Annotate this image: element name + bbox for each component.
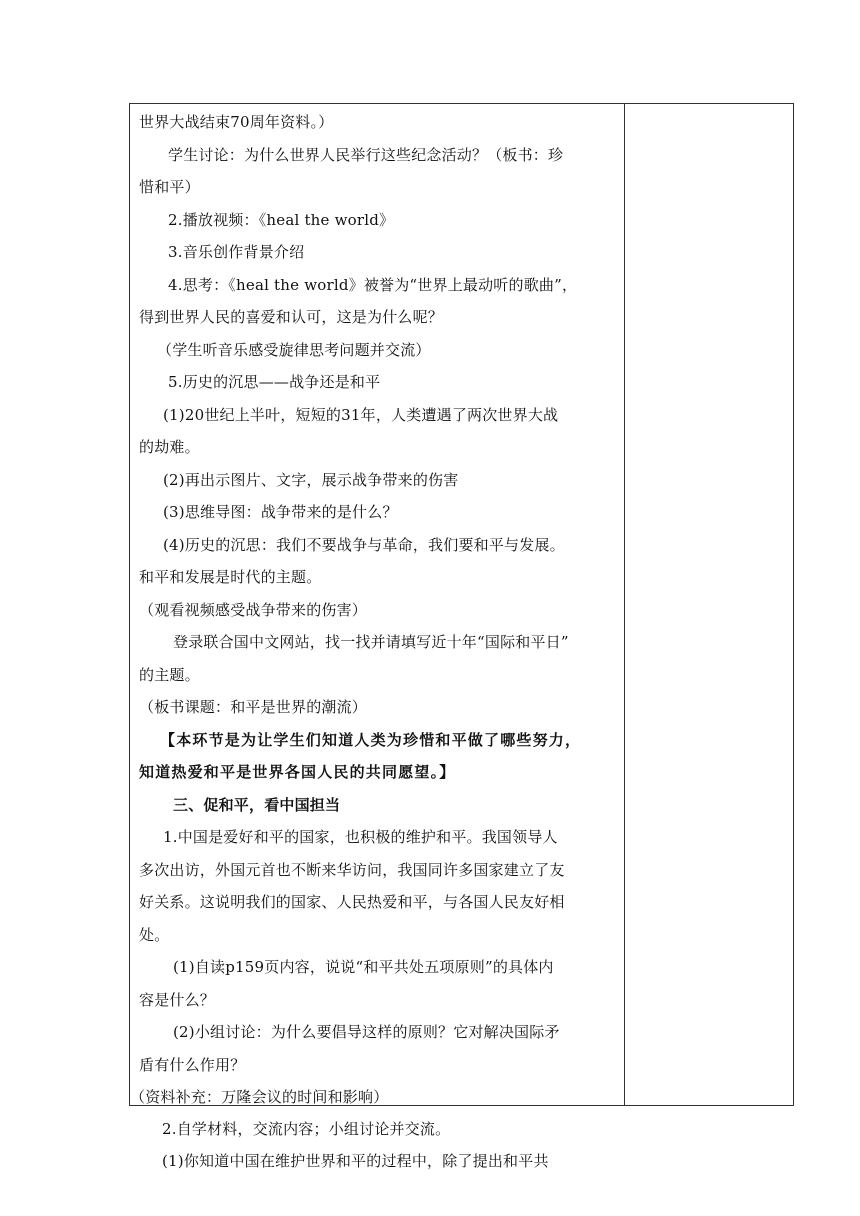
text-line: 容是什么？ xyxy=(139,991,216,1009)
text-line: 3.音乐创作背景介绍 xyxy=(168,243,305,261)
text-line: (1)你知道中国在维护世界和平的过程中，除了提出和平共 xyxy=(162,1152,549,1170)
text-line: 和平和发展是时代的主题。 xyxy=(139,568,322,586)
text-line: 的主题。 xyxy=(139,666,200,684)
lesson-plan-table xyxy=(129,103,794,1106)
text-line: (2)小组讨论：为什么要倡导这样的原则？它对解决国际矛 xyxy=(173,1023,560,1041)
notes-column xyxy=(625,104,793,1105)
text-line: 世界大战结束70周年资料。） xyxy=(139,113,334,131)
text-line: 4.思考：《heal the world》被誉为“世界上最动听的歌曲”， xyxy=(168,276,578,294)
text-line: 2.自学材料，交流内容；小组讨论并交流。 xyxy=(162,1120,451,1138)
text-line: 的劫难。 xyxy=(139,438,200,456)
text-line: 2.播放视频：《heal the world》 xyxy=(168,211,395,229)
text-line: (2)再出示图片、文字，展示战争带来的伤害 xyxy=(163,471,459,489)
text-line: 登录联合国中文网站，找一找并请填写近十年“国际和平日” xyxy=(173,633,569,651)
text-line: (1)20世纪上半叶，短短的31年，人类遭遇了两次世界大战 xyxy=(163,406,559,424)
text-line: 处。 xyxy=(139,926,170,944)
text-line: （观看视频感受战争带来的伤害） xyxy=(139,601,368,619)
text-line: (4)历史的沉思：我们不要战争与革命，我们要和平与发展。 xyxy=(163,536,565,554)
lesson-content-column xyxy=(130,104,624,1105)
section-heading: 三、促和平，看中国担当 xyxy=(173,796,341,814)
text-line: （学生听音乐感受旋律思考问题并交流） xyxy=(157,341,431,359)
section-note: 知道热爱和平是世界各国人民的共同愿望。】 xyxy=(139,763,456,781)
text-line: 5.历史的沉思——战争还是和平 xyxy=(168,373,381,391)
text-line: 盾有什么作用？ xyxy=(139,1056,246,1074)
text-line: 1.中国是爱好和平的国家，也积极的维护和平。我国领导人 xyxy=(163,828,558,846)
text-line: 学生讨论：为什么世界人民举行这些纪念活动？（板书：珍 xyxy=(168,146,564,164)
text-line: (3)思维导图：战争带来的是什么？ xyxy=(163,503,398,521)
text-line: 好关系。这说明我们的国家、人民热爱和平，与各国人民友好相 xyxy=(139,893,565,911)
text-line: （资料补充：万隆会议的时间和影响） xyxy=(130,1088,389,1106)
text-line: 多次出访，外国元首也不断来华访问，我国同许多国家建立了友 xyxy=(139,861,565,879)
text-line: 惜和平） xyxy=(139,178,200,196)
text-line: 得到世界人民的喜爱和认可，这是为什么呢？ xyxy=(139,308,444,326)
text-line: （板书课题：和平是世界的潮流） xyxy=(139,698,368,716)
text-line: (1)自读p159页内容，说说“和平共处五项原则”的具体内 xyxy=(173,958,554,976)
section-note: 【本环节是为让学生们知道人类为珍惜和平做了哪些努力， xyxy=(160,731,582,749)
